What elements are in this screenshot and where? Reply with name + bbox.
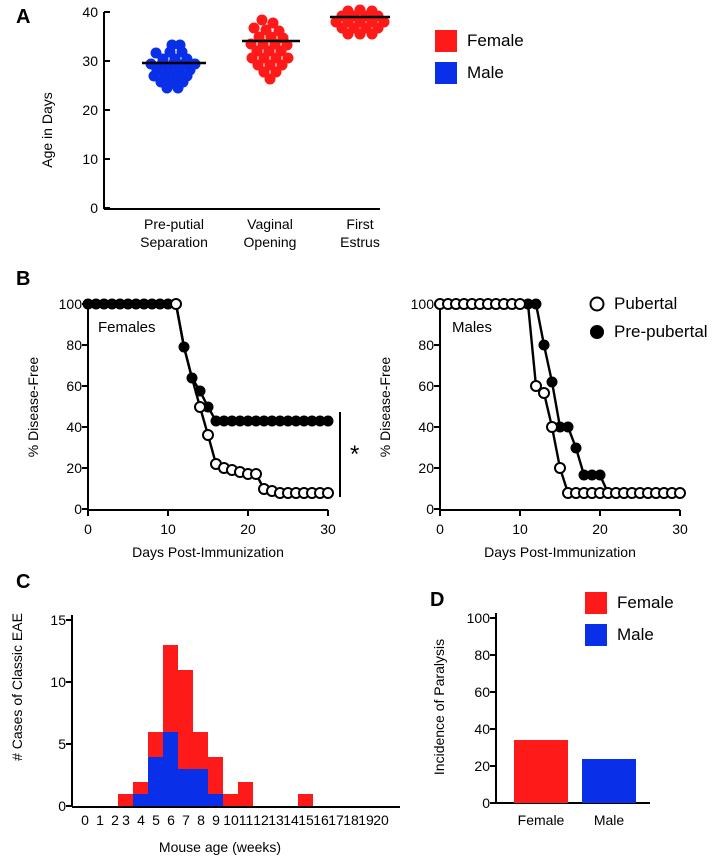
male-color-swatch <box>435 62 457 84</box>
cxt-18: 18 <box>343 812 359 828</box>
myt-80: 80 <box>418 337 434 353</box>
cxt-5: 5 <box>152 812 160 828</box>
dyt-60: 60 <box>474 684 490 700</box>
panel-c-xlabel: Mouse age (weeks) <box>158 839 282 855</box>
legend-item-female-d <box>585 592 674 614</box>
cxt-7: 7 <box>182 812 190 828</box>
panel-c-label: C <box>16 571 31 593</box>
yt-20: 20 <box>66 460 82 476</box>
cxt-1: 1 <box>96 812 104 828</box>
panel-b-males-title: Males <box>452 319 493 336</box>
legend-label-male-d: Male <box>617 625 654 644</box>
mxt-30: 30 <box>672 521 688 537</box>
cxt-2: 2 <box>111 812 119 828</box>
cxt-14: 14 <box>283 812 299 828</box>
panel-a-ytick-30: 30 <box>82 53 98 69</box>
panel-b-label: B <box>16 268 31 290</box>
panel-b-females-chart <box>10 262 360 567</box>
legend-item-female <box>435 30 524 52</box>
female-color-swatch <box>435 30 457 52</box>
panel-c-d <box>0 567 712 862</box>
xt-10: 10 <box>160 521 176 537</box>
cxt-19: 19 <box>358 812 374 828</box>
dyt-40: 40 <box>474 721 490 737</box>
panel-d-cat-male: Male <box>593 812 625 828</box>
panel-d-legend <box>585 592 674 656</box>
panel-a-cat-1-line1: Pre-putial <box>144 216 204 232</box>
cxt-10: 10 <box>223 812 239 828</box>
cxt-4: 4 <box>137 812 145 828</box>
panel-b-males-ylabel: % Disease-Free <box>377 356 393 458</box>
cyt-10: 10 <box>50 674 66 690</box>
panel-b-females-title: Females <box>98 319 156 336</box>
cxt-9: 9 <box>212 812 220 828</box>
open-circle-icon <box>588 295 606 313</box>
panel-a-cat-3-line2: Estrus <box>340 234 380 250</box>
cxt-17: 17 <box>328 812 344 828</box>
legend-label-pubertal: Pubertal <box>614 294 678 313</box>
panel-d-bar-female <box>514 740 568 803</box>
legend-item-male-d <box>585 624 674 646</box>
panel-a-ytick-10: 10 <box>82 151 98 167</box>
panel-a-chart <box>30 0 460 262</box>
female-color-swatch-d <box>585 592 607 614</box>
cyt-15: 15 <box>50 612 66 628</box>
myt-40: 40 <box>418 419 434 435</box>
cxt-13: 13 <box>268 812 284 828</box>
panel-c-chart <box>0 567 410 862</box>
panel-a-group-estrus <box>330 5 390 40</box>
panel-a-group-preputial <box>142 40 206 94</box>
legend-label-female: Female <box>467 31 524 50</box>
yt-0: 0 <box>74 501 82 517</box>
panel-a-cat-2-line1: Vaginal <box>247 216 293 232</box>
yt-80: 80 <box>66 337 82 353</box>
panel-a <box>0 0 712 262</box>
yt-100: 100 <box>58 296 82 312</box>
cxt-15: 15 <box>298 812 314 828</box>
yt-60: 60 <box>66 378 82 394</box>
panel-a-cat-1-line2: Separation <box>140 234 208 250</box>
panel-a-legend <box>435 30 524 94</box>
panel-b-significance: * <box>350 441 360 468</box>
mxt-10: 10 <box>512 521 528 537</box>
panel-c-bars <box>118 645 313 806</box>
cxt-12: 12 <box>253 812 269 828</box>
panel-b-females-xlabel: Days Post-Immunization <box>132 544 284 560</box>
dyt-20: 20 <box>474 758 490 774</box>
dyt-0: 0 <box>482 795 490 811</box>
panel-b-females-ylabel: % Disease-Free <box>25 356 41 458</box>
cyt-0: 0 <box>58 798 66 814</box>
filled-circle-icon <box>588 323 606 341</box>
myt-20: 20 <box>418 460 434 476</box>
panel-d-cat-female: Female <box>517 812 565 828</box>
yt-40: 40 <box>66 419 82 435</box>
dyt-100: 100 <box>466 610 490 626</box>
legend-label-prepubertal: Pre-pubertal <box>614 322 708 341</box>
panel-d-ylabel: Incidence of Paralysis <box>431 638 447 776</box>
cxt-20: 20 <box>373 812 389 828</box>
mxt-20: 20 <box>592 521 608 537</box>
legend-label-female-d: Female <box>617 593 674 612</box>
male-color-swatch-d <box>585 624 607 646</box>
xt-30: 30 <box>320 521 336 537</box>
panel-a-ytick-0: 0 <box>90 200 98 216</box>
panel-a-label: A <box>16 6 31 28</box>
legend-item-male <box>435 62 524 84</box>
cxt-0: 0 <box>81 812 89 828</box>
mxt-0: 0 <box>436 521 444 537</box>
cxt-11: 11 <box>238 812 254 828</box>
panel-c-ylabel: # Cases of Classic EAE <box>9 613 25 761</box>
panel-a-cat-2-line2: Opening <box>243 234 297 250</box>
dyt-80: 80 <box>474 647 490 663</box>
panel-b-males-xlabel: Days Post-Immunization <box>484 544 636 560</box>
panel-b-legend <box>588 294 708 352</box>
legend-item-pubertal <box>588 294 708 314</box>
panel-d-bar-male <box>582 759 636 803</box>
cxt-6: 6 <box>167 812 175 828</box>
prepubertal-markers <box>83 299 334 427</box>
pubertal-markers <box>171 299 333 498</box>
panel-b <box>0 262 712 567</box>
panel-a-group-vaginal <box>242 15 300 85</box>
cyt-5: 5 <box>58 736 66 752</box>
cxt-8: 8 <box>197 812 205 828</box>
panel-a-ytick-40: 40 <box>82 4 98 20</box>
xt-20: 20 <box>240 521 256 537</box>
myt-100: 100 <box>410 296 434 312</box>
panel-a-ytick-20: 20 <box>82 102 98 118</box>
myt-60: 60 <box>418 378 434 394</box>
cxt-3: 3 <box>122 812 130 828</box>
panel-a-cat-3-line1: First <box>346 216 374 232</box>
cxt-16: 16 <box>313 812 329 828</box>
xt-0: 0 <box>84 521 92 537</box>
legend-item-prepubertal <box>588 322 708 342</box>
myt-0: 0 <box>426 501 434 517</box>
panel-a-ylabel: Age in Days <box>39 92 55 168</box>
legend-label-male: Male <box>467 63 504 82</box>
panel-d-label: D <box>430 589 445 611</box>
